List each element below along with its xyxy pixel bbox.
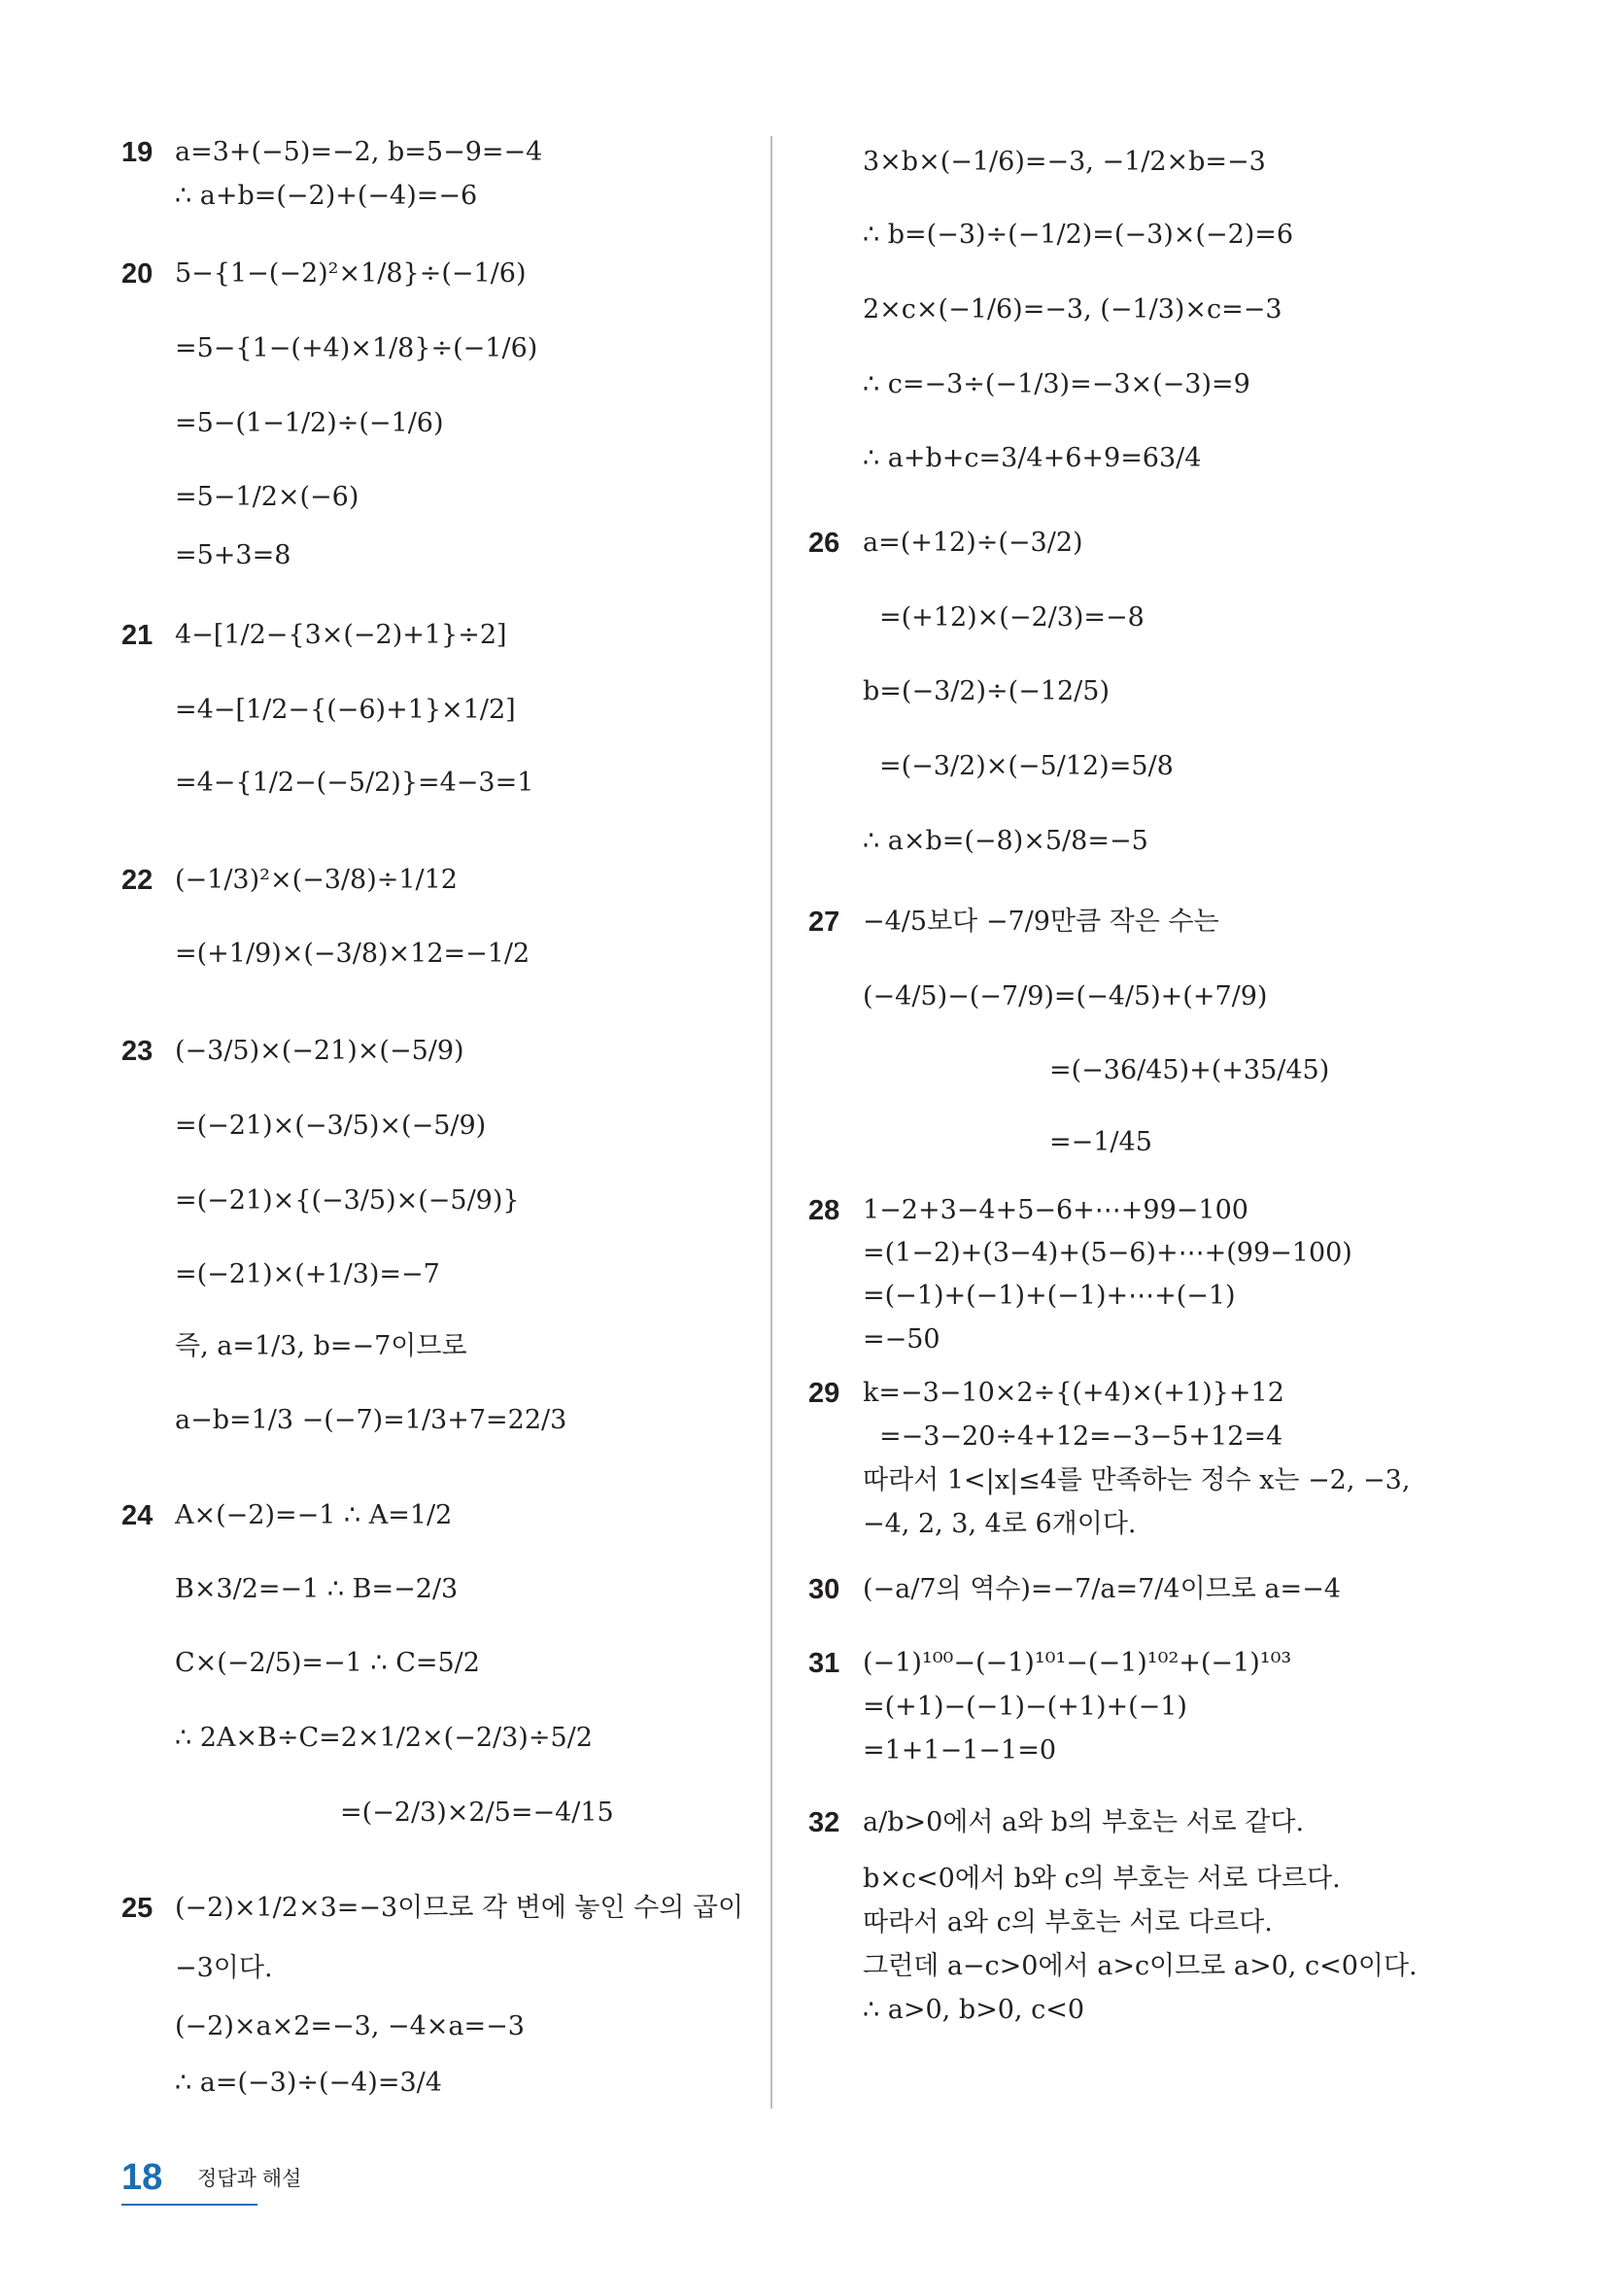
solution-line: 5−{1−(−2)²×1/8}÷(−1/6) <box>175 258 527 289</box>
solution-line: 즉, a=1/3, b=−7이므로 <box>175 1331 467 1361</box>
solution-line: ∴ a>0, b>0, c<0 <box>863 1995 1084 2025</box>
solution-line: ∴ a+b+c=3/4+6+9=63/4 <box>863 443 1202 473</box>
solution-line: =5−{1−(+4)×1/8}÷(−1/6) <box>175 333 538 363</box>
problem-number: 31 <box>808 1648 840 1679</box>
solution-line: (−3/5)×(−21)×(−5/9) <box>175 1036 464 1066</box>
solution-line: =(−21)×(+1/3)=−7 <box>175 1259 440 1289</box>
solution-line: =(+12)×(−2/3)=−8 <box>879 602 1145 633</box>
solution-line: 4−[1/2−{3×(−2)+1}÷2] <box>175 620 507 650</box>
solution-line: B×3/2=−1 ∴ B=−2/3 <box>175 1574 459 1604</box>
solution-line: ∴ a=(−3)÷(−4)=3/4 <box>175 2068 442 2098</box>
solution-line: a=3+(−5)=−2, b=5−9=−4 <box>175 137 543 167</box>
solution-line: A×(−2)=−1 ∴ A=1/2 <box>175 1500 453 1530</box>
solution-line: ∴ c=−3÷(−1/3)=−3×(−3)=9 <box>863 369 1250 399</box>
solution-line: −4, 2, 3, 4로 6개이다. <box>863 1509 1137 1539</box>
solution-line: (−2)×a×2=−3, −4×a=−3 <box>175 2011 525 2041</box>
solution-line: b×c<0에서 b와 c의 부호는 서로 다르다. <box>863 1864 1341 1894</box>
solution-line: 그런데 a−c>0에서 a>c이므로 a>0, c<0이다. <box>863 1951 1418 1981</box>
solution-line: =4−[1/2−{(−6)+1}×1/2] <box>175 695 516 725</box>
solution-line: =(1−2)+(3−4)+(5−6)+⋯+(99−100) <box>863 1238 1352 1268</box>
solution-line: b=(−3/2)÷(−12/5) <box>863 676 1110 706</box>
problem-number: 25 <box>121 1893 154 1924</box>
solution-line: (−4/5)−(−7/9)=(−4/5)+(+7/9) <box>863 981 1268 1011</box>
footer-rule <box>121 2204 257 2206</box>
problem-number: 20 <box>121 258 154 290</box>
solution-line: =5+3=8 <box>175 540 291 570</box>
solution-line: a/b>0에서 a와 b의 부호는 서로 같다. <box>863 1807 1305 1837</box>
problem-number: 27 <box>808 907 840 938</box>
problem-number: 21 <box>121 620 154 651</box>
solution-line: =5−1/2×(−6) <box>175 482 359 512</box>
solution-line: 1−2+3−4+5−6+⋯+99−100 <box>863 1195 1248 1225</box>
solution-line: −3이다. <box>175 1953 273 1983</box>
solution-line: =(+1/9)×(−3/8)×12=−1/2 <box>175 939 530 969</box>
solution-line: ∴ 2A×B÷C=2×1/2×(−2/3)÷5/2 <box>175 1723 593 1753</box>
solution-line: −4/5보다 −7/9만큼 작은 수는 <box>863 907 1219 937</box>
solution-line: =(−21)×{(−3/5)×(−5/9)} <box>175 1185 520 1216</box>
problem-number: 24 <box>121 1500 154 1531</box>
solution-line: =(−2/3)×2/5=−4/15 <box>340 1798 614 1828</box>
solution-line: (−a/7의 역수)=−7/a=7/4이므로 a=−4 <box>863 1574 1341 1604</box>
solution-line: =−1/45 <box>1049 1127 1152 1157</box>
solution-line: =(+1)−(−1)−(+1)+(−1) <box>863 1692 1187 1722</box>
solution-line: =(−1)+(−1)+(−1)+⋯+(−1) <box>863 1281 1236 1311</box>
solution-line: a−b=1/3 −(−7)=1/3+7=22/3 <box>175 1405 567 1435</box>
solution-line: =−50 <box>863 1324 940 1354</box>
problem-number: 30 <box>808 1574 840 1605</box>
footer-label: 정답과 해설 <box>197 2168 302 2190</box>
problem-number: 23 <box>121 1036 154 1067</box>
solution-line: =(−21)×(−3/5)×(−5/9) <box>175 1111 487 1141</box>
solution-line: 따라서 a와 c의 부호는 서로 다르다. <box>863 1907 1273 1937</box>
solution-line: =(−3/2)×(−5/12)=5/8 <box>879 751 1174 781</box>
solution-line: 2×c×(−1/6)=−3, (−1/3)×c=−3 <box>863 294 1282 325</box>
problem-number: 29 <box>808 1378 840 1409</box>
solution-line: =(−36/45)+(+35/45) <box>1049 1055 1330 1085</box>
problem-number: 32 <box>808 1807 840 1838</box>
solution-line: 따라서 1<|x|≤4를 만족하는 정수 x는 −2, −3, <box>863 1465 1411 1495</box>
solution-line: ∴ a+b=(−2)+(−4)=−6 <box>175 181 478 211</box>
problem-number: 28 <box>808 1195 840 1226</box>
solution-line: =5−(1−1/2)÷(−1/6) <box>175 408 444 438</box>
solution-line: =4−{1/2−(−5/2)}=4−3=1 <box>175 768 534 798</box>
page-number: 18 <box>121 2157 163 2198</box>
solution-line: =1+1−1−1=0 <box>863 1735 1057 1765</box>
solution-line: (−1)¹⁰⁰−(−1)¹⁰¹−(−1)¹⁰²+(−1)¹⁰³ <box>863 1648 1292 1678</box>
solution-line: C×(−2/5)=−1 ∴ C=5/2 <box>175 1648 480 1678</box>
problem-number: 26 <box>808 528 840 559</box>
problem-number: 19 <box>121 137 154 168</box>
solution-line: a=(+12)÷(−3/2) <box>863 528 1083 558</box>
solution-line: =−3−20÷4+12=−3−5+12=4 <box>879 1422 1283 1452</box>
solution-line: 3×b×(−1/6)=−3, −1/2×b=−3 <box>863 147 1266 177</box>
solution-line: (−2)×1/2×3=−3이므로 각 변에 놓인 수의 곱이 <box>175 1893 744 1923</box>
solution-line: (−1/3)²×(−3/8)÷1/12 <box>175 865 458 895</box>
problem-number: 22 <box>121 865 154 896</box>
column-divider <box>770 136 772 2108</box>
solution-line: ∴ b=(−3)÷(−1/2)=(−3)×(−2)=6 <box>863 220 1294 250</box>
solution-line: ∴ a×b=(−8)×5/8=−5 <box>863 826 1148 856</box>
solution-line: k=−3−10×2÷{(+4)×(+1)}+12 <box>863 1378 1284 1408</box>
